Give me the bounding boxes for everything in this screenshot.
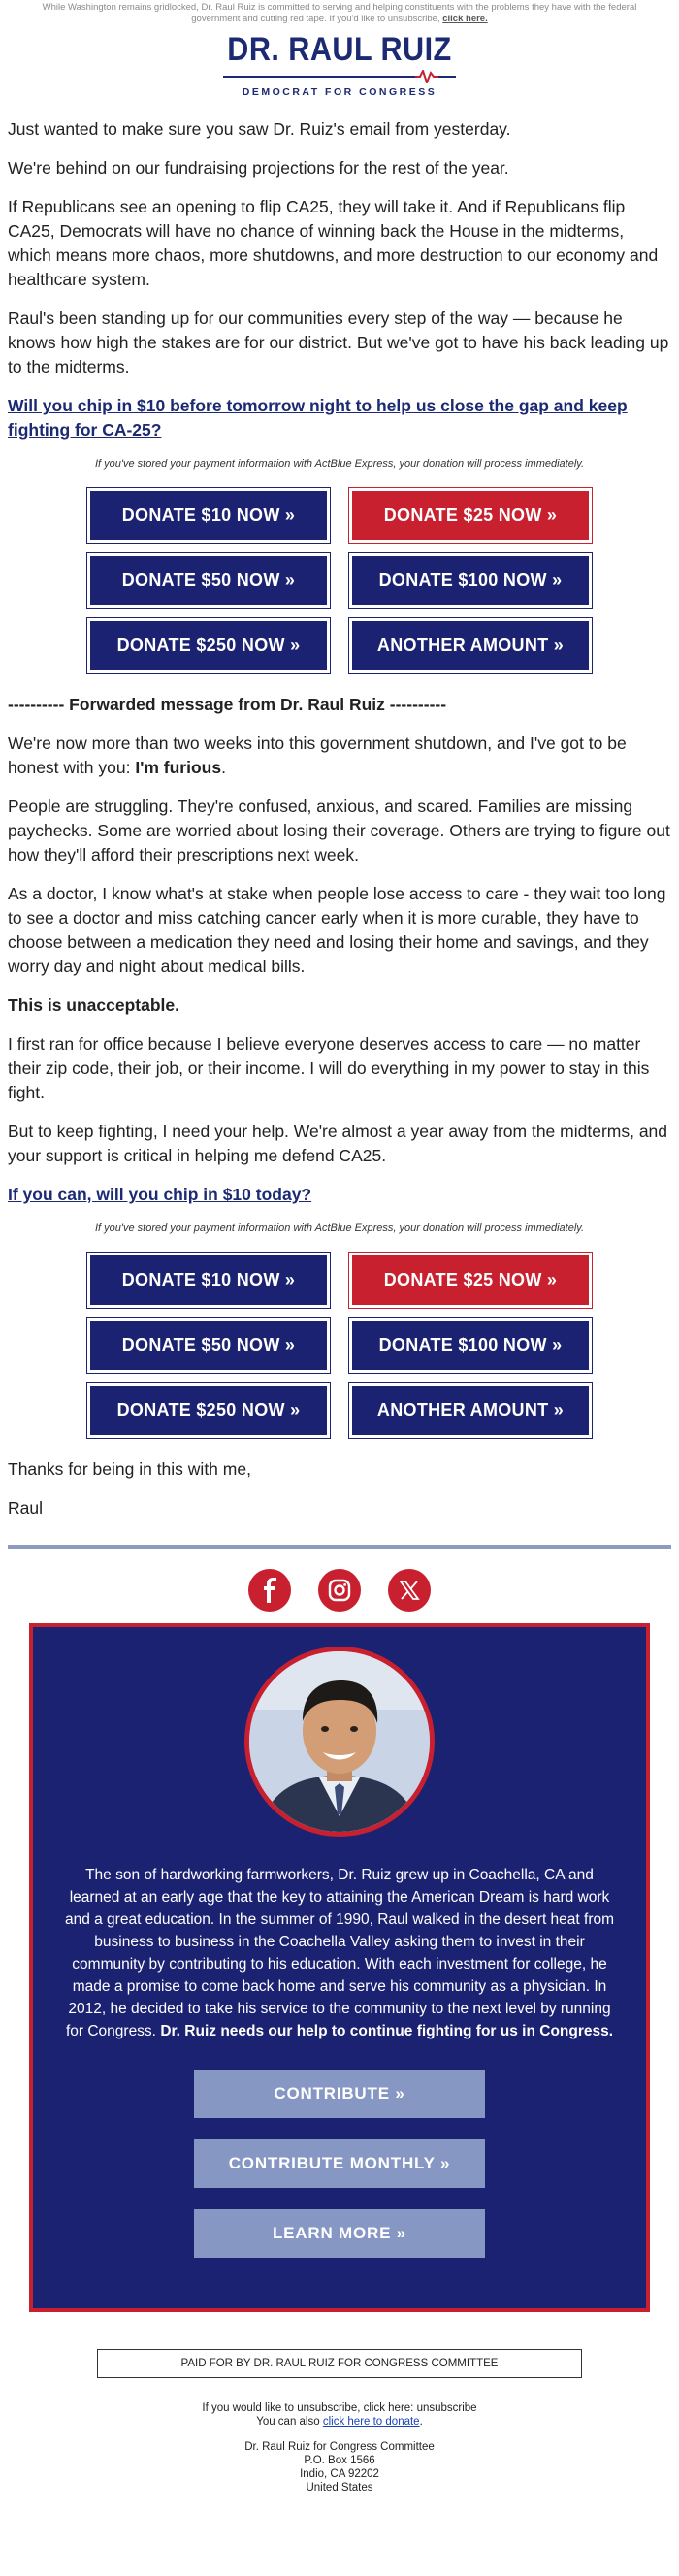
bio-bold: Dr. Ruiz needs our help to continue fighting for us in Congress. bbox=[160, 2023, 614, 2039]
footer bbox=[0, 2401, 679, 2494]
footer-address-1: Dr. Raul Ruiz for Congress Committee bbox=[244, 2441, 435, 2453]
donate-other-amount-button[interactable]: ANOTHER AMOUNT » bbox=[349, 1383, 592, 1438]
section-divider bbox=[8, 1545, 671, 1549]
thanks-line: Thanks for being in this with me, bbox=[8, 1459, 251, 1479]
bio-body: The son of hardworking farmworkers, Dr. Ruiz grew up in Coachella, CA and learned at an early age that the key to attaining the American Dream is hard work and a great education. In the summer of 1990, Raul walked in the desert heat from business to business in the Coachella Valley asking them to invest in their community by contributing to his education. With each investment for college, he made a promise to come back home and serve his community as a physician. In 2012, he decided to take his service to the community to the next level by running for Congress. bbox=[64, 1867, 615, 2039]
donate-10-button[interactable]: DONATE $10 NOW » bbox=[87, 488, 330, 543]
intro-paragraph-1: Just wanted to make sure you saw Dr. Ruiz's email from yesterday. bbox=[8, 119, 511, 139]
facebook-icon[interactable] bbox=[248, 1569, 291, 1612]
donate-ask-link[interactable]: Will you chip in $10 before tomorrow night to help us close the gap and keep fighting for CA-25? bbox=[8, 396, 628, 440]
email-body bbox=[0, 117, 679, 1520]
intro-paragraph-3: If Republicans see an opening to flip CA25, they will take it. And if Republicans flip CA25, Democrats will have no chance of winning back the House in the midterms, which means more chaos, more shutdowns, and more destruction to our economy and healthcare system. bbox=[8, 197, 659, 289]
logo-tagline: DEMOCRAT FOR CONGRESS bbox=[242, 86, 437, 98]
footer-address-3: Indio, CA 92202 bbox=[300, 2468, 379, 2480]
footer-address-4: United States bbox=[306, 2482, 373, 2494]
donate-50-button[interactable]: DONATE $50 NOW » bbox=[87, 1318, 330, 1373]
footer-donate-line bbox=[0, 2415, 679, 2429]
x-icon[interactable] bbox=[388, 1569, 431, 1612]
campaign-logo bbox=[213, 31, 466, 98]
bio-text bbox=[60, 1864, 619, 2042]
footer-donate-suffix: . bbox=[419, 2416, 423, 2428]
chip-in-ask-link[interactable]: If you can, will you chip in $10 today? bbox=[8, 1185, 312, 1204]
footer-unsubscribe[interactable]: If you would like to unsubscribe, click here: unsubscribe bbox=[202, 2402, 477, 2414]
forward-p1-text: We're now more than two weeks into this government shutdown, and I've got to be honest with you: bbox=[8, 734, 627, 777]
donate-100-button[interactable]: DONATE $100 NOW » bbox=[349, 1318, 592, 1373]
footer-donate-prefix: You can also bbox=[256, 2416, 323, 2428]
donate-250-button[interactable]: DONATE $250 NOW » bbox=[87, 618, 330, 673]
contribute-monthly-button[interactable]: CONTRIBUTE MONTHLY » bbox=[194, 2139, 485, 2188]
unacceptable-text: This is unacceptable. bbox=[8, 995, 179, 1015]
forward-paragraph-1 bbox=[8, 732, 671, 780]
forward-p1-end: . bbox=[221, 758, 226, 777]
forward-paragraph-3: As a doctor, I know what's at stake when people lose access to care - they wait too long to see a doctor and miss catching cancer early when it is more curable, they have to choose between a medication they need and losing their home and savings, and they worry day and night about medical bills. bbox=[8, 884, 666, 976]
preheader bbox=[0, 0, 679, 25]
forward-paragraph-2: People are struggling. They're confused, anxious, and scared. Families are missing paychecks. Some are worried about losing their coverage. Others are trying to figure out how they'll afford their prescriptions next week. bbox=[8, 797, 670, 864]
learn-more-button[interactable]: LEARN MORE » bbox=[194, 2209, 485, 2258]
forwarded-header: ---------- Forwarded message from Dr. Raul Ruiz ---------- bbox=[8, 695, 447, 714]
candidate-portrait bbox=[244, 1647, 435, 1837]
donate-100-button[interactable]: DONATE $100 NOW » bbox=[349, 553, 592, 608]
contribute-button[interactable]: CONTRIBUTE » bbox=[194, 2070, 485, 2118]
donate-250-button[interactable]: DONATE $250 NOW » bbox=[87, 1383, 330, 1438]
donate-10-button[interactable]: DONATE $10 NOW » bbox=[87, 1253, 330, 1308]
footer-donate-link[interactable]: click here to donate bbox=[322, 2416, 420, 2428]
forward-p1-bold: I'm furious bbox=[135, 758, 222, 777]
donate-50-button[interactable]: DONATE $50 NOW » bbox=[87, 553, 330, 608]
footer-address-2: P.O. Box 1566 bbox=[304, 2455, 375, 2466]
bio-panel bbox=[29, 1623, 650, 2312]
donate-button-grid-2 bbox=[87, 1253, 592, 1438]
preheader-text: While Washington remains gridlocked, Dr. Raul Ruiz is committed to serving and helping constituents with the problems they have with the federal government and cutting red tape. If you'd like to unsubscribe, bbox=[42, 2, 637, 24]
donate-25-button[interactable]: DONATE $25 NOW » bbox=[349, 488, 592, 543]
logo-name: DR. RAUL RUIZ bbox=[227, 31, 452, 68]
instagram-icon[interactable] bbox=[318, 1569, 361, 1612]
forward-paragraph-4 bbox=[8, 994, 671, 1018]
actblue-express-note: If you've stored your payment information with ActBlue Express, your donation will process immediately. bbox=[94, 458, 585, 470]
forward-paragraph-6: But to keep fighting, I need your help. We're almost a year away from the midterms, and your support is critical in helping me defend CA25. bbox=[8, 1122, 668, 1165]
intro-paragraph-2: We're behind on our fundraising projections for the rest of the year. bbox=[8, 158, 509, 178]
donate-button-grid bbox=[87, 488, 592, 673]
intro-paragraph-4: Raul's been standing up for our communities every step of the way — because he knows how high the stakes are for our district. But we've got to have his back leading up to the midterms. bbox=[8, 309, 669, 376]
unsubscribe-link[interactable]: click here. bbox=[442, 14, 488, 24]
donate-other-amount-button[interactable]: ANOTHER AMOUNT » bbox=[349, 618, 592, 673]
paid-for-disclaimer: PAID FOR BY DR. RAUL RUIZ FOR CONGRESS COMMITTEE bbox=[97, 2349, 582, 2378]
donate-25-button[interactable]: DONATE $25 NOW » bbox=[349, 1253, 592, 1308]
signoff: Raul bbox=[8, 1498, 43, 1517]
forward-paragraph-5: I first ran for office because I believe everyone deserves access to care — no matter their zip code, their job, or their income. I will do everything in my power to stay in this fight. bbox=[8, 1034, 650, 1102]
heartbeat-line-icon bbox=[213, 70, 466, 83]
social-links bbox=[0, 1569, 679, 1612]
actblue-express-note-2: If you've stored your payment information with ActBlue Express, your donation will process immediately. bbox=[94, 1223, 585, 1234]
